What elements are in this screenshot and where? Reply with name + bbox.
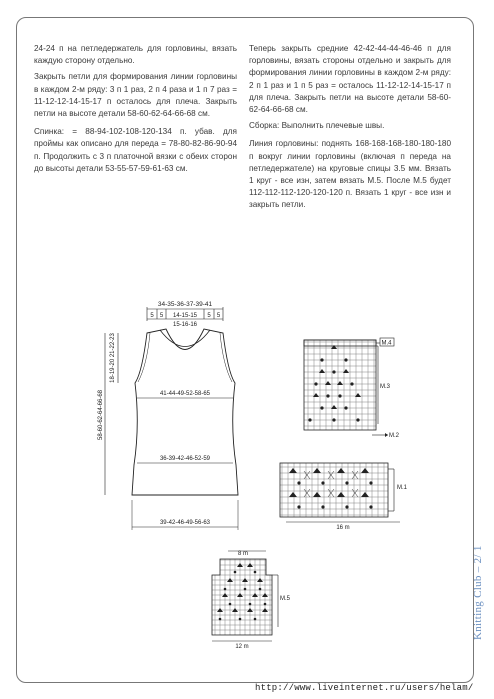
chart-width-label: 16 m <box>336 525 350 530</box>
paragraph: Сборка: Выполнить плечевые швы. <box>249 121 385 131</box>
schematic-shoulder: 5 <box>159 313 164 319</box>
chart-label: M.5 <box>280 596 291 602</box>
schematic-shoulder: 5 <box>150 313 154 319</box>
chart-label: M.2 <box>389 433 400 439</box>
chart-label: M.4 <box>381 340 392 347</box>
paragraph: Теперь закрыть средние 42-42-44-44-46-46 п для горловины, вязать стороны отдельно и закрыть для формирования линии горловины в каждом 2-м ряду: 2 п 1 раз и 1 п 5 раз = осталось 11-12-12-14-15-17 п для плеча. Закрыть петли на высоте детали 58-60-62-64-66-68 см. <box>249 44 451 115</box>
schematic-neck: 14-15-15 <box>172 313 198 319</box>
schematic-top-width: 34-35-36-37-39-41 <box>157 301 213 308</box>
paragraph-label: Спинка: <box>34 127 65 137</box>
paragraph-text: = 88-94-102-108-120-134 п. убав. для проймы как описано для переда = 78-80-82-86-90-94 п. Продолжить с 3 п платочной вязки с обеих сторон до высоты детали 53-55-57-59-61-63 см. <box>34 127 237 173</box>
text-column-right <box>249 43 451 212</box>
chart-label: M.3 <box>380 384 391 390</box>
footer-url[interactable]: http://www.liveinternet.ru/users/helam/ <box>255 683 474 693</box>
text-column-left <box>34 43 237 175</box>
chart-m3 <box>296 330 406 445</box>
sidebar-title: Knitting Club – 2/ 1 <box>472 545 484 640</box>
paragraph-text: поднять 168-168-168-180-180-180 п вокруг линии горловины (включая п переда на петледержателе) на круговые спицы 3.5 мм. Вязать 1 круг - все изн, затем вязать М.5. После М.5 будет 112-112-112-120-120-120 п. Вязать 1 круг - все изн и закрыть петли. <box>249 139 451 210</box>
garment-schematic <box>90 295 260 535</box>
schematic-hem: 39-42-46-49-56-63 <box>159 520 211 526</box>
schematic-shoulder: 5 <box>216 313 221 319</box>
paragraph: Закрыть петли для формирования линии горловины в каждом 2-м ряду: 3 п 1 раз, 2 п 4 раза и 1 п 7 раз = 11-12-12-14-15-17 п осталось для плеча. Закрыть петли на высоте детали 58-60-62-64-66-68 см. <box>34 72 237 119</box>
paragraph <box>34 126 237 175</box>
paragraph-label: Линия горловины: <box>249 139 319 149</box>
chart-m1 <box>270 455 420 530</box>
schematic-waist: 36-39-42-46-52-59 <box>159 456 211 462</box>
schematic-armhole: 18-19-20 21-22-23 <box>110 333 116 383</box>
chart-width-label: 8 m <box>238 551 249 557</box>
schematic-shoulder: 5 <box>207 313 211 319</box>
schematic-neck-depth: 15-16-16 <box>172 322 198 328</box>
chart-m5 <box>200 545 300 650</box>
schematic-length: 58-60-62-64-66-68 <box>98 389 104 441</box>
schematic-bust: 41-44-49-52-58-65 <box>159 391 211 397</box>
paragraph <box>249 138 451 211</box>
chart-width-label: 12 m <box>235 644 249 650</box>
paragraph: 24-24 п на петледержатель для горловины, вязать каждую сторону отдельно. <box>34 44 237 66</box>
chart-label: M.1 <box>397 485 408 491</box>
